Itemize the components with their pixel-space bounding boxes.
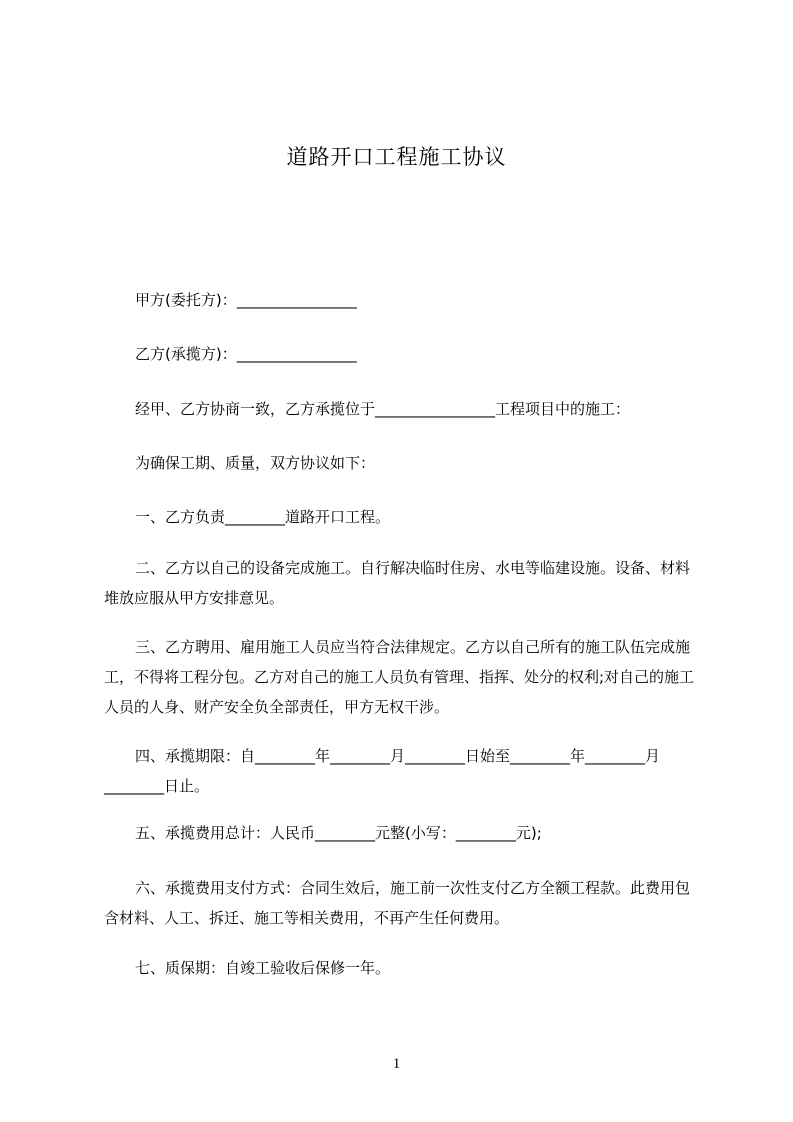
document-title: 道路开口工程施工协议 xyxy=(286,145,507,169)
clause-4: 四、承揽期限：自________年________月________日始至________年________月________日止。 xyxy=(104,747,661,795)
clause-5: 五、承揽费用总计：人民币________元整(小写：________元); xyxy=(135,824,542,842)
clause-1: 一、乙方负责________道路开口工程。 xyxy=(135,508,391,526)
party-a-line: 甲方(委托方)：________________ xyxy=(135,291,357,309)
clause-3: 三、乙方聘用、雇用施工人员应当符合法律规定。乙方以自己所有的施工队伍完成施工，不得将工程分包。乙方对自己的施工人员负有管理、指挥、处分的权利;对自己的施工人员的人身、财产安全负全部责任，甲方无权干涉。 xyxy=(104,638,695,716)
clause-6: 六、承揽费用支付方式：合同生效后，施工前一次性支付乙方全额工程款。此费用包含材料、人工、拆迁、施工等相关费用，不再产生任何费用。 xyxy=(104,879,691,927)
agreement-intro: 为确保工期、质量，双方协议如下： xyxy=(135,454,376,472)
clause-7: 七、质保期：自竣工验收后保修一年。 xyxy=(135,959,391,977)
clause-2: 二、乙方以自己的设备完成施工。自行解决临时住房、水电等临建设施。设备、材料堆放应服从甲方安排意见。 xyxy=(104,559,691,607)
page-number: 1 xyxy=(392,1056,401,1072)
party-b-line: 乙方(承揽方)：________________ xyxy=(135,345,357,363)
intro-paragraph: 经甲、乙方协商一致，乙方承揽位于________________工程项目中的施工： xyxy=(135,400,631,418)
